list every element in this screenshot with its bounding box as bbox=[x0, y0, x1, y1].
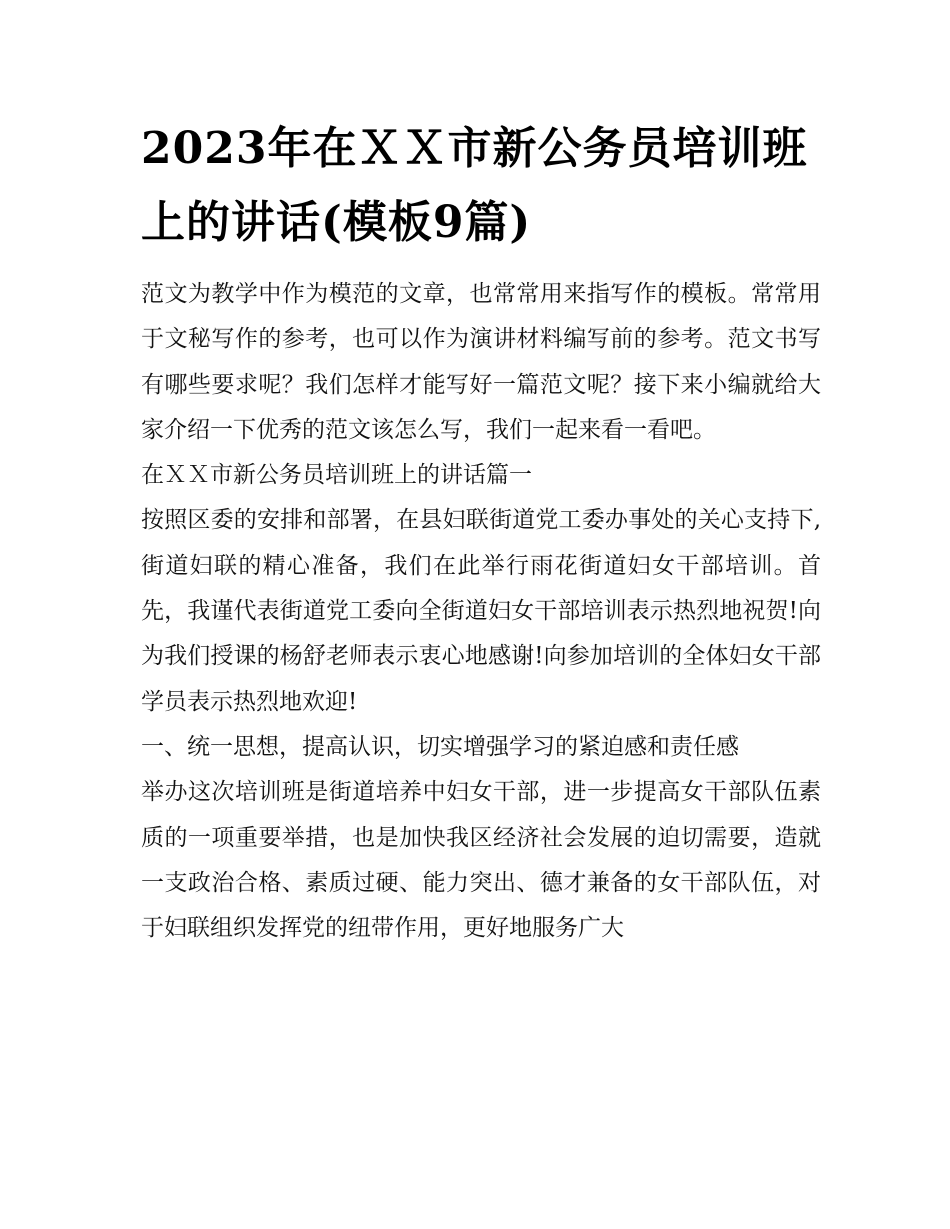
body-paragraph: 举办这次培训班是街道培养中妇女干部，进一步提高女干部队伍素质的一项重要举措，也是加快我区经济社会发展的迫切需要，造就一支政治合格、素质过硬、能力突出、德才兼备的女干部队伍，对于妇联组织发挥党的纽带作用，更好地服务广大 bbox=[141, 779, 821, 942]
section-heading-point-1: 一、统一思想，提高认识，切实增强学习的紧迫感和责任感 bbox=[141, 733, 739, 760]
document-title: 2023年在ＸＸ市新公务员培训班上的讲话(模板9篇) bbox=[141, 123, 808, 248]
intro-paragraph: 范文为教学中作为模范的文章，也常常用来指写作的模板。常常用于文秘写作的参考，也可以作为演讲材料编写前的参考。范文书写有哪些要求呢？我们怎样才能写好一篇范文呢？接下来小编就给大家介绍一下优秀的范文该怎么写，我们一起来看一看吧。 bbox=[141, 281, 821, 443]
document-body bbox=[141, 112, 821, 951]
opening-paragraph: 按照区委的安排和部署，在县妇联街道党工委办事处的关心支持下,街道妇联的精心准备，我们在此举行雨花街道妇女干部培训。首先，我谨代表街道党工委向全街道妇女干部培训表示热烈地祝贺!向为我们授课的杨舒老师表示衷心地感谢!向参加培训的全体妇女干部学员表示热烈地欢迎! bbox=[141, 507, 821, 715]
section-heading-speech-1: 在ＸＸ市新公务员培训班上的讲话篇一 bbox=[141, 462, 532, 489]
